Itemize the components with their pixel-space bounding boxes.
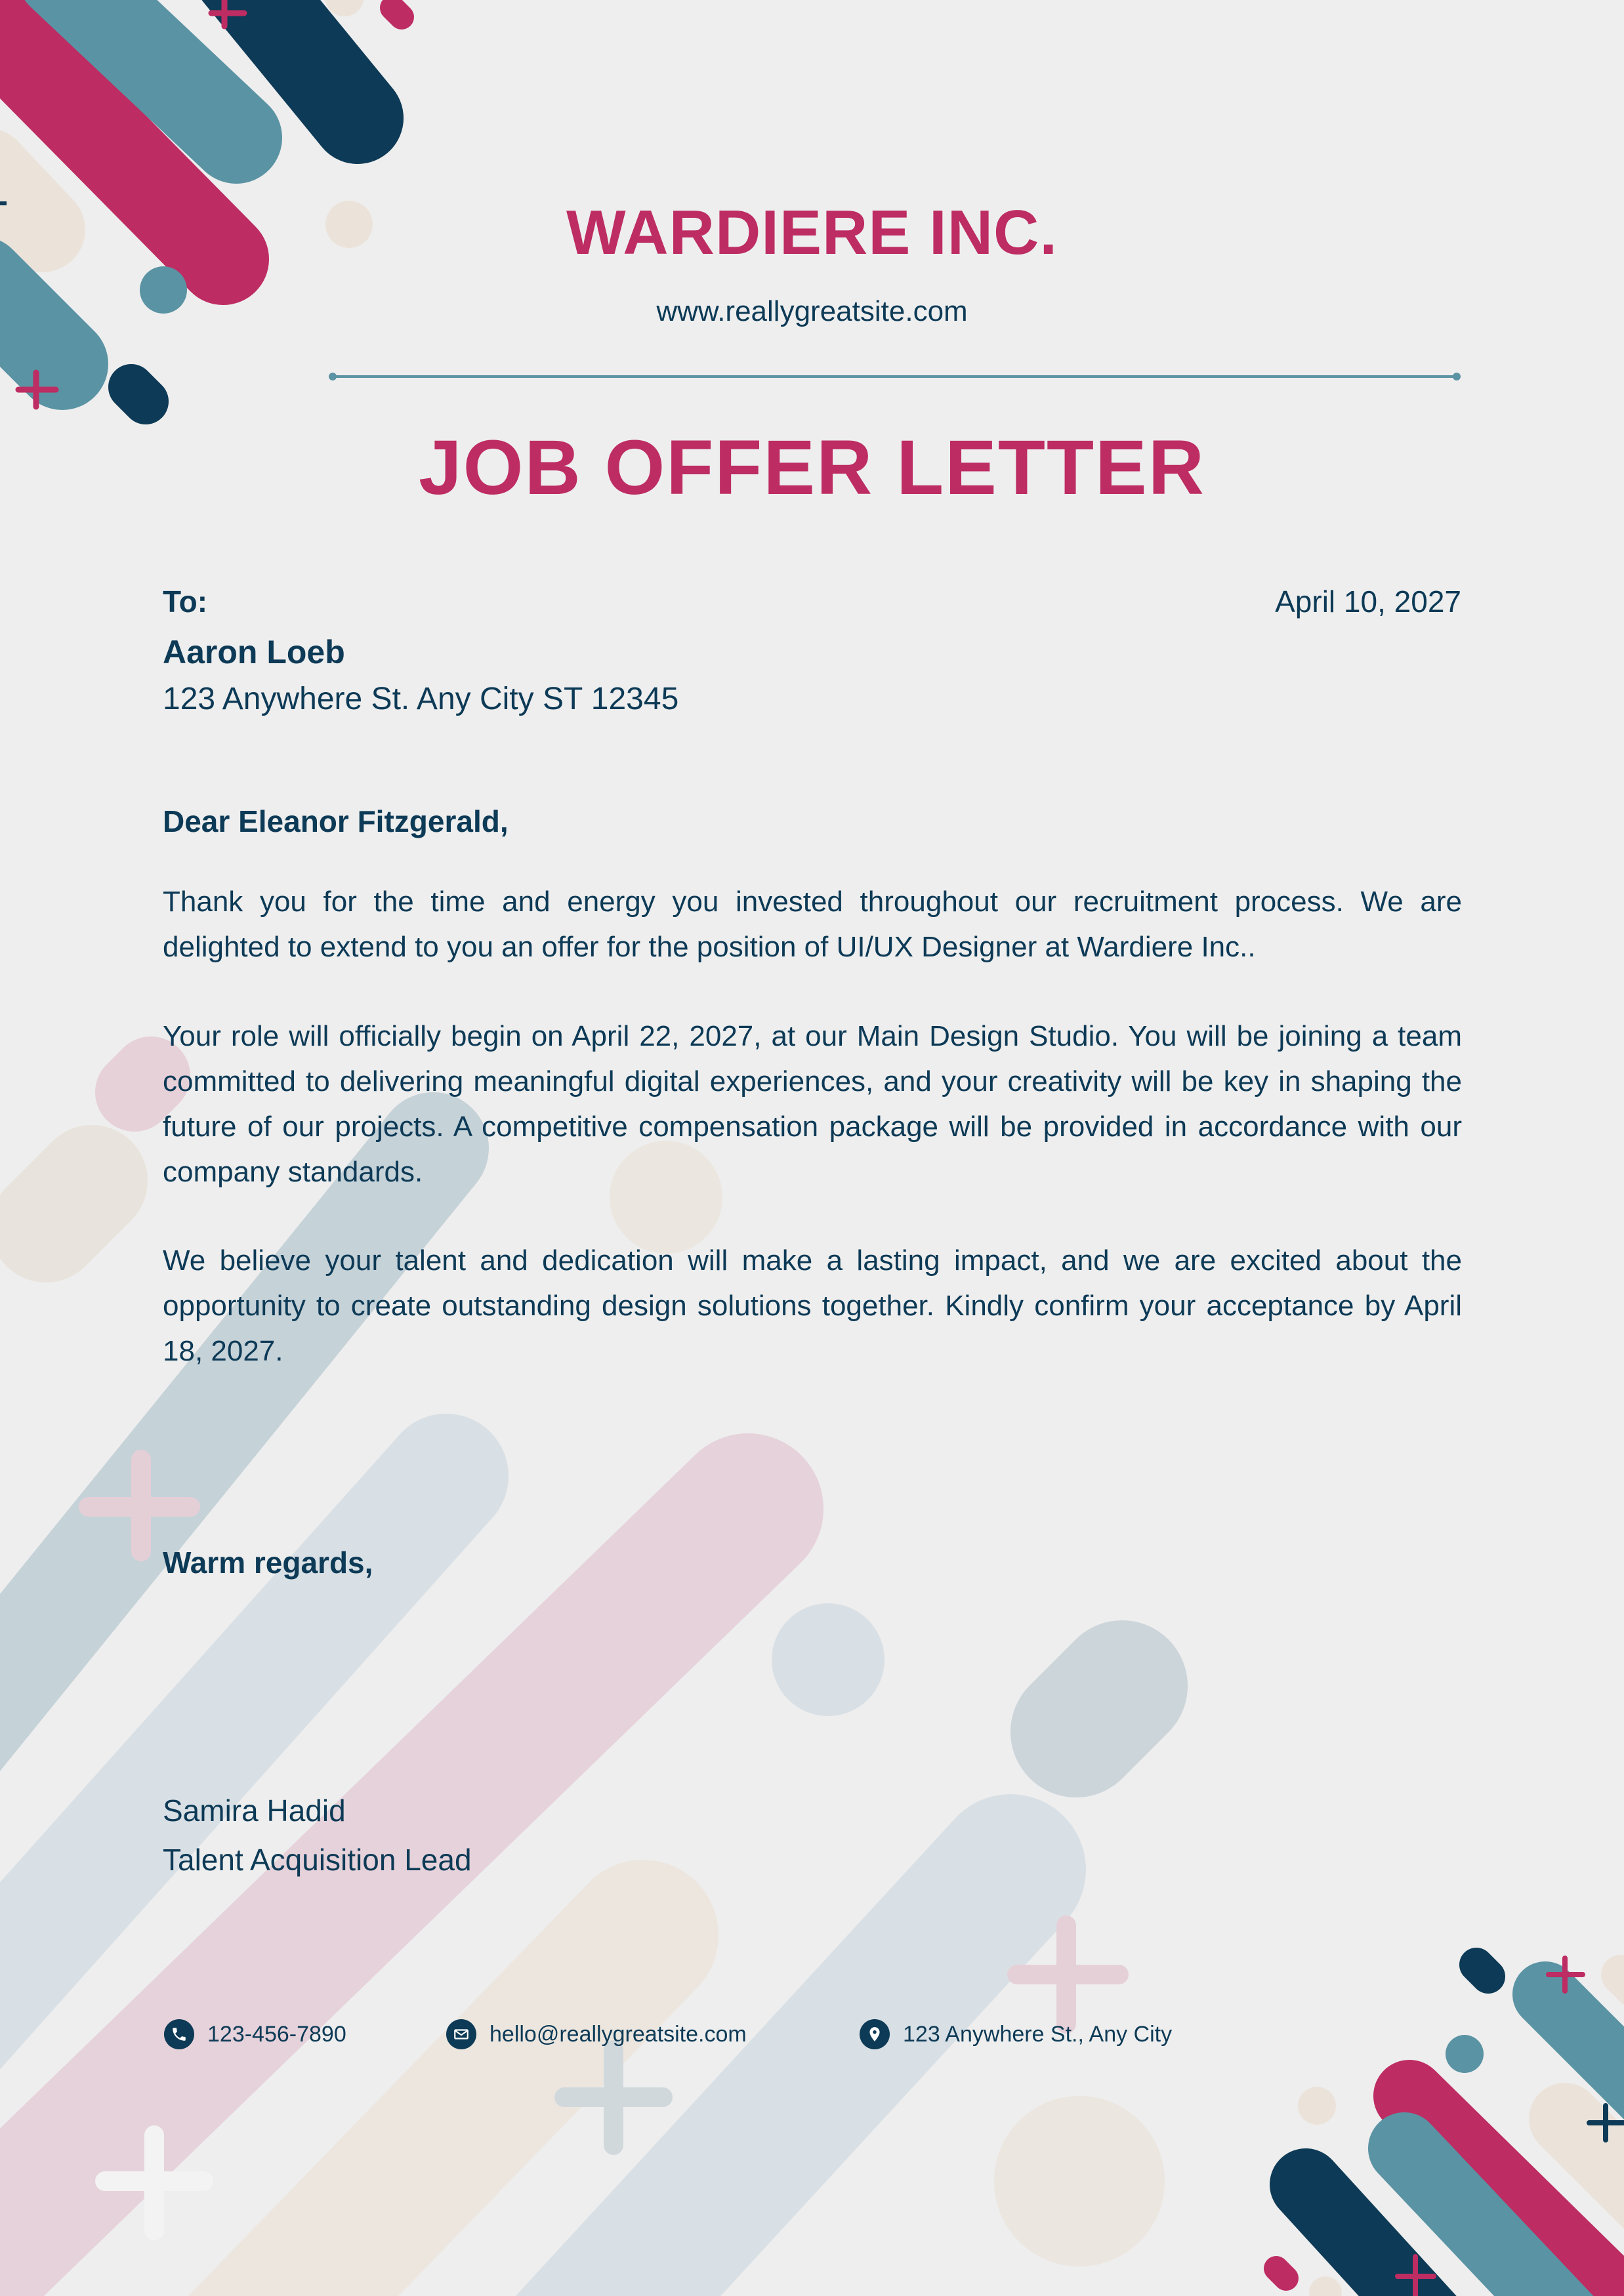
bottom-right-shapes [1276,1965,1624,2296]
document-title: JOB OFFER LETTER [419,424,1205,511]
company-website[interactable]: www.reallygreatsite.com [656,295,968,327]
letter-date: April 10, 2027 [1275,584,1461,619]
company-name: WARDIERE INC. [566,197,1058,268]
recipient-address: 123 Anywhere St. Any City ST 12345 [163,682,679,716]
signer-name: Samira Hadid [163,1794,346,1828]
body-paragraph-1: Thank you for the time and energy you invested throughout our recruitment process. We are delighted to extend to you an offer for the position of UI/UX Designer at Wardiere Inc.. [163,886,1462,963]
contact-email[interactable] [446,2019,747,2049]
signer-title: Talent Acquisition Lead [163,1843,472,1877]
mail-icon [446,2019,476,2049]
body-paragraph-3: We believe your talent and dedication will make a lasting impact, and we are excited about the opportunity to create outstanding design solutions together. Kindly confirm your acceptance by April 18, 2027. [163,1244,1462,1367]
contact-phone-text: 123-456-7890 [207,2021,346,2047]
salutation: Dear Eleanor Fitzgerald, [163,804,509,838]
recipient-name: Aaron Loeb [163,634,345,670]
to-label: To: [163,584,208,619]
contact-address-text: 123 Anywhere St., Any City [903,2021,1173,2047]
contact-address[interactable] [860,2019,1172,2049]
contact-email-text: hello@reallygreatsite.com [489,2021,747,2047]
contact-phone[interactable] [164,2019,346,2049]
location-pin-icon [860,2019,890,2049]
phone-icon [164,2019,194,2049]
body-paragraph-2: Your role will officially begin on April 22, 2027, at our Main Design Studio. You will be joining a team committed to delivering meaningful digital experiences, and your creativity will be key in shaping the future of our projects. A competitive compensation package will be provided in accordance with our company standards. [163,1020,1462,1188]
closing: Warm regards, [163,1546,373,1580]
header-divider [329,373,1461,380]
